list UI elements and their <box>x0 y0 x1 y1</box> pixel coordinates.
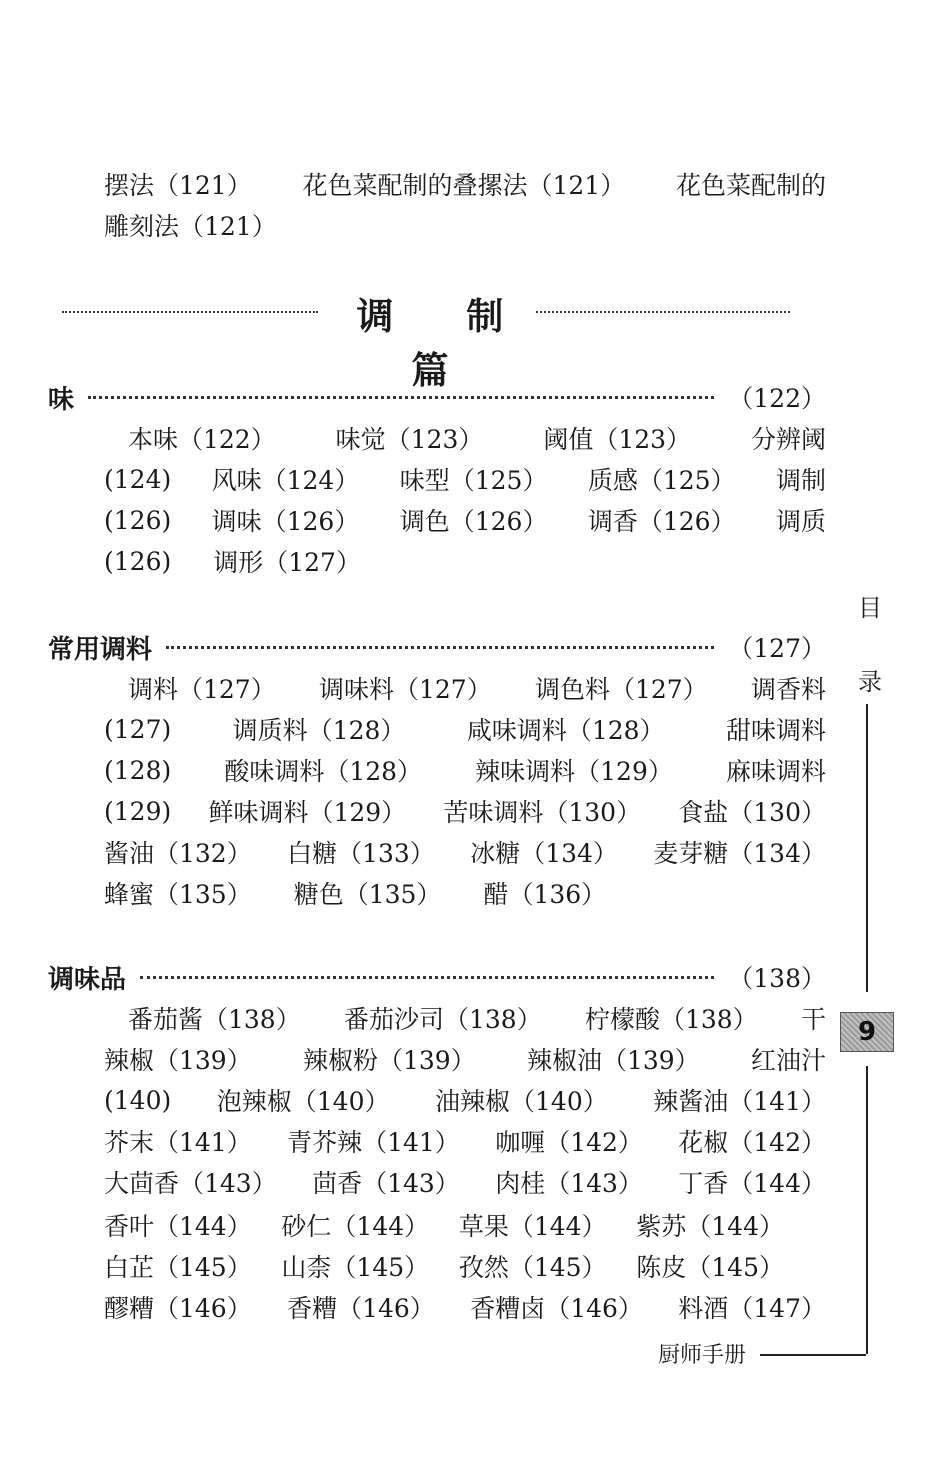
toc-entry: 辣椒油（139） <box>526 1046 700 1075</box>
toc-entry: 孜然（145） <box>458 1253 607 1282</box>
toc-entry: 辣椒粉（139） <box>302 1046 476 1075</box>
toc-entry: 醋（136） <box>483 880 607 909</box>
toc-entry: 白糖（133） <box>287 839 435 868</box>
toc-line <box>104 1205 784 1245</box>
toc-entry: 柠檬酸（138） <box>584 1005 758 1034</box>
toc-line <box>104 709 826 749</box>
toc-entry: 酸味调料（128） <box>224 757 423 786</box>
margin-rule-bottom <box>866 1066 868 1354</box>
toc-entry: 番茄沙司（138） <box>343 1005 542 1034</box>
margin-rule-top <box>866 704 868 992</box>
toc-line <box>104 1080 826 1120</box>
toc-entry: 调色料（127） <box>534 675 708 704</box>
toc-entry: 陈皮（145） <box>636 1253 784 1282</box>
toc-line <box>104 1121 826 1161</box>
toc-line <box>104 832 826 872</box>
toc-entry: 食盐（130） <box>678 798 826 827</box>
toc-entry: 辣椒（139） <box>104 1046 252 1075</box>
toc-entry: (126) <box>104 546 172 576</box>
chapter-heading-tiaoweipin[interactable] <box>48 957 826 997</box>
toc-entry: 调味（126） <box>211 507 360 536</box>
toc-line <box>104 873 826 913</box>
dot-leader <box>166 646 714 649</box>
toc-line <box>104 791 826 831</box>
intro-line-2 <box>104 205 826 245</box>
toc-entry: 调制 <box>775 466 826 495</box>
toc-entry: 酱油（132） <box>104 839 252 868</box>
toc-entry: 阈值（123） <box>543 425 692 454</box>
toc-entry: 糖色（135） <box>293 880 442 909</box>
side-label-lu: 录 <box>858 668 882 696</box>
toc-entry: 花色菜配制的叠摞法（121） <box>302 171 626 200</box>
toc-entry: 调味料（127） <box>318 675 492 704</box>
toc-line <box>104 1287 826 1327</box>
footer-rule <box>760 1354 866 1356</box>
toc-entry: 苦味调料（130） <box>443 798 642 827</box>
toc-entry: (128) <box>104 755 172 785</box>
toc-entry: 调形（127） <box>213 548 361 577</box>
toc-entry: 山柰（145） <box>281 1253 430 1282</box>
title-rule-right <box>536 311 790 313</box>
toc-entry: (129) <box>104 796 172 826</box>
toc-line <box>104 1039 826 1079</box>
side-label-mu: 目 <box>858 594 882 622</box>
chapter-page-number: （122） <box>728 384 826 413</box>
toc-line <box>128 668 826 708</box>
toc-entry: 麻味调料 <box>725 757 826 786</box>
toc-entry: 红油汁 <box>750 1046 826 1075</box>
toc-entry: 番茄酱（138） <box>128 1005 301 1034</box>
toc-entry: 干 <box>800 1005 826 1034</box>
toc-line <box>104 750 826 790</box>
toc-entry: 茴香（143） <box>312 1169 460 1198</box>
toc-line <box>104 541 826 581</box>
toc-entry: 咸味调料（128） <box>466 716 665 745</box>
toc-entry: 调香料 <box>750 675 826 704</box>
toc-entry: 本味（122） <box>128 425 276 454</box>
toc-entry: (126) <box>104 505 172 535</box>
toc-entry: 白芷（145） <box>104 1253 252 1282</box>
toc-entry: 香糟（146） <box>287 1294 435 1323</box>
toc-entry: 蜂蜜（135） <box>104 880 252 909</box>
chapter-heading-text: 常用调料 <box>48 634 153 665</box>
toc-entry: 花色菜配制的 <box>675 171 826 200</box>
toc-entry: 咖喱（142） <box>495 1128 643 1157</box>
toc-entry: 调香（126） <box>587 507 736 536</box>
toc-entry: (140) <box>104 1085 172 1115</box>
chapter-page-number: （127） <box>728 634 826 663</box>
toc-entry: 甜味调料 <box>725 716 826 745</box>
toc-entry: 料酒（147） <box>678 1294 826 1323</box>
chapter-heading-text: 味 <box>48 384 75 415</box>
page-number-badge: 9 <box>840 1012 894 1052</box>
toc-entry: 调质料（128） <box>232 716 406 745</box>
toc-line <box>128 998 826 1038</box>
toc-entry: 辣酱油（141） <box>653 1087 826 1116</box>
toc-entry: 风味（124） <box>211 466 360 495</box>
toc-entry: 泡辣椒（140） <box>216 1087 390 1116</box>
toc-entry: 青芥辣（141） <box>287 1128 460 1157</box>
toc-entry: 砂仁（144） <box>281 1212 430 1241</box>
section-title-text: 调 制 篇 <box>356 295 534 392</box>
toc-entry: 调色（126） <box>399 507 548 536</box>
toc-entry: 香叶（144） <box>104 1212 252 1241</box>
section-title <box>0 278 926 392</box>
toc-entry: 紫苏（144） <box>636 1212 784 1241</box>
toc-entry: 肉桂（143） <box>495 1169 643 1198</box>
toc-entry: 调质 <box>775 507 826 536</box>
toc-entry: 草果（144） <box>458 1212 607 1241</box>
toc-entry: 味觉（123） <box>335 425 484 454</box>
toc-line <box>104 459 826 499</box>
chapter-heading-wei[interactable] <box>48 377 826 417</box>
toc-entry: 香糟卤（146） <box>470 1294 643 1323</box>
toc-entry: 花椒（142） <box>678 1128 826 1157</box>
toc-entry: 冰糖（134） <box>470 839 618 868</box>
toc-entry: (124) <box>104 464 172 494</box>
toc-entry: 辣味调料（129） <box>475 757 673 786</box>
toc-entry: (127) <box>104 714 172 744</box>
toc-entry: 分辨阈 <box>750 425 826 454</box>
toc-entry: 雕刻法（121） <box>104 212 277 241</box>
toc-entry: 油辣椒（140） <box>435 1087 608 1116</box>
toc-line <box>104 500 826 540</box>
toc-entry: 调料（127） <box>128 675 276 704</box>
toc-entry: 麦芽糖（134） <box>653 839 826 868</box>
dot-leader <box>140 976 714 979</box>
title-rule-left <box>62 311 318 313</box>
chapter-heading-changyong-tiaoliao[interactable] <box>48 627 826 667</box>
toc-entry: 鲜味调料（129） <box>208 798 407 827</box>
footer-book-title: 厨师手册 <box>658 1343 747 1368</box>
toc-entry: 味型（125） <box>399 466 548 495</box>
toc-entry: 摆法（121） <box>104 171 252 200</box>
chapter-heading-text: 调味品 <box>48 964 127 995</box>
toc-line <box>128 418 826 458</box>
toc-entry: 大茴香（143） <box>104 1169 277 1198</box>
toc-entry: 醪糟（146） <box>104 1294 252 1323</box>
toc-line <box>104 1246 784 1286</box>
chapter-page-number: （138） <box>728 964 826 993</box>
dot-leader <box>88 396 714 399</box>
toc-entry: 芥末（141） <box>104 1128 252 1157</box>
intro-line-1 <box>104 164 826 204</box>
toc-line <box>104 1162 826 1202</box>
toc-entry: 丁香（144） <box>678 1169 826 1198</box>
toc-entry: 质感（125） <box>587 466 736 495</box>
